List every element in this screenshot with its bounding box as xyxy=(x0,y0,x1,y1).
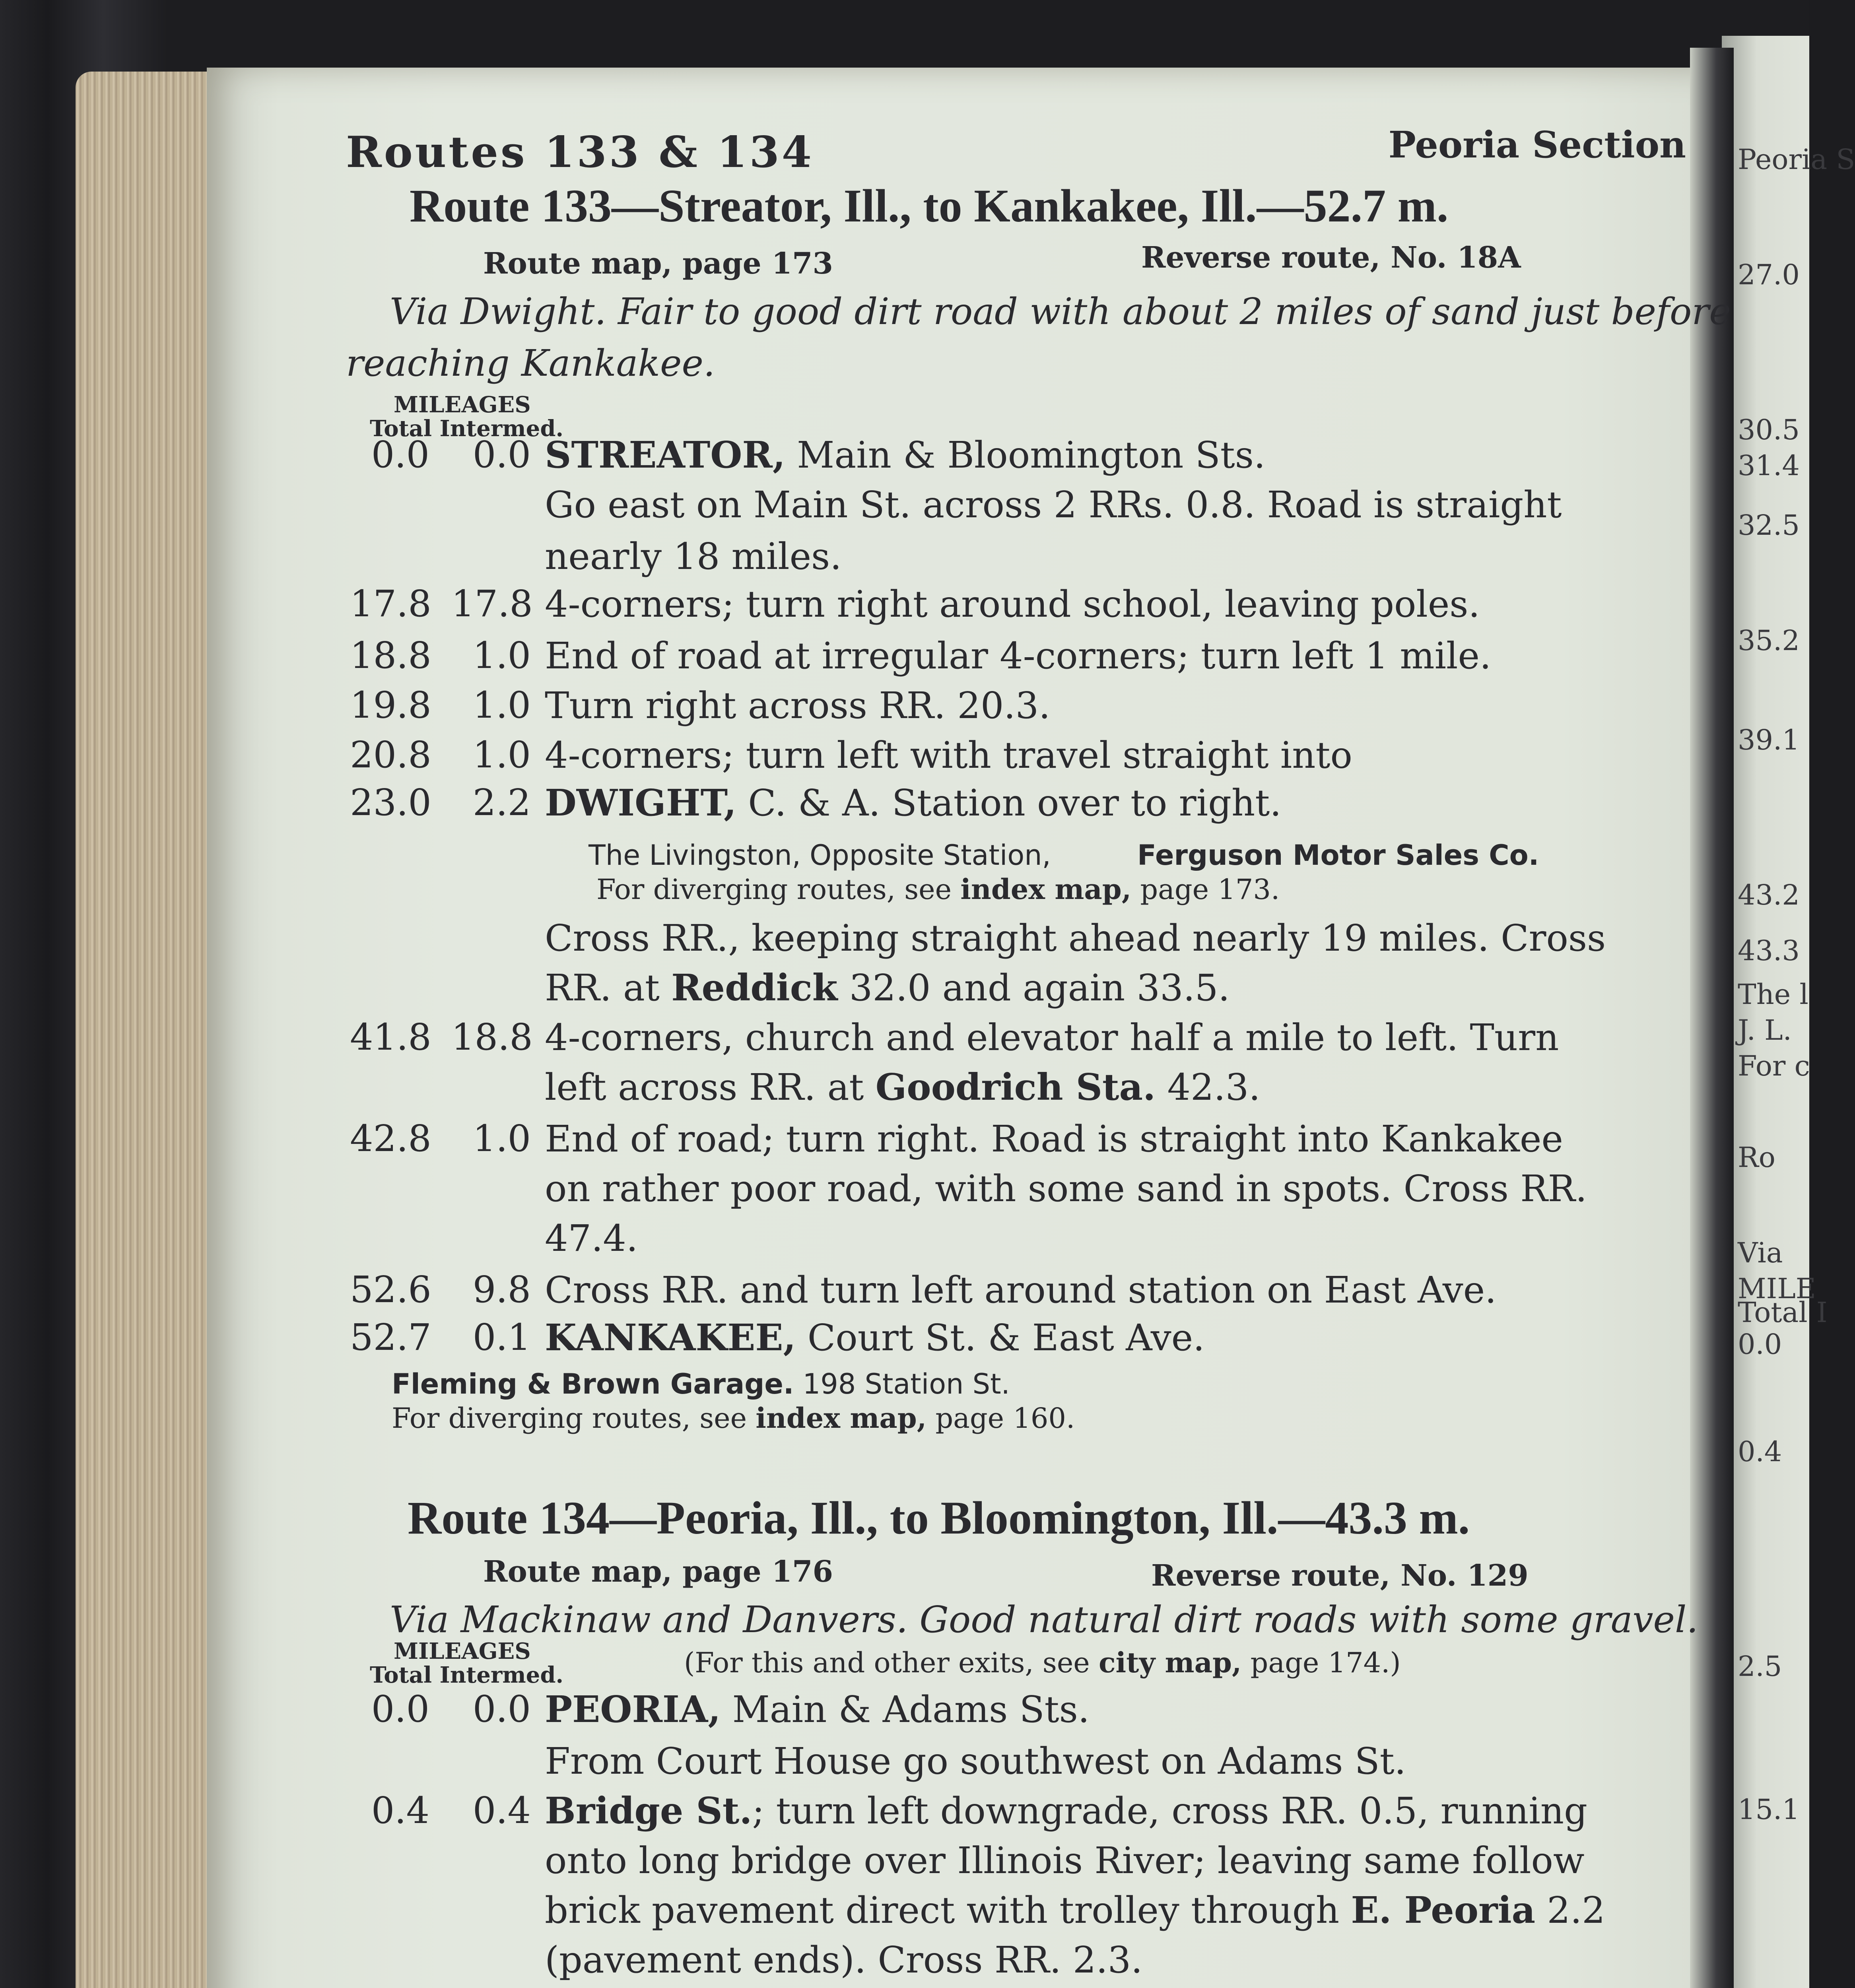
itinerary-text: RR. at xyxy=(545,967,672,1009)
mileage-intermediate: 1.0 xyxy=(472,1117,531,1160)
next-page-fragment: 32.5 xyxy=(1738,509,1800,542)
next-page-fragment: The l xyxy=(1738,978,1808,1011)
next-page-fragment: 43.3 xyxy=(1738,934,1800,967)
mileage-total: 0.4 xyxy=(371,1789,429,1832)
place-name: E. Peoria xyxy=(1351,1889,1536,1932)
route-134-exits-note: (For this and other exits, see city map, page 174.) xyxy=(684,1646,1401,1679)
next-page-fragment: 39.1 xyxy=(1738,724,1800,756)
mileage-total: 18.8 xyxy=(350,634,431,677)
itinerary-text: 32.0 and again 33.5. xyxy=(837,967,1230,1009)
next-page-fragment: 0.0 xyxy=(1738,1328,1782,1361)
itinerary-text: on rather poor road, with some sand in spots. Cross RR. xyxy=(545,1167,1587,1210)
kankakee-diverging: For diverging routes, see index map, page 160. xyxy=(392,1402,1075,1435)
itinerary-line xyxy=(545,734,1352,777)
mileages-heading-134: MILEAGES xyxy=(394,1638,531,1664)
mileage-intermediate: 1.0 xyxy=(472,684,531,726)
itinerary-line xyxy=(545,634,1491,677)
next-page-fragment: 15.1 xyxy=(1738,1793,1800,1826)
itinerary-line xyxy=(545,916,1606,959)
place-name: DWIGHT, xyxy=(545,781,737,824)
itinerary-line xyxy=(545,1938,1142,1981)
itinerary-line xyxy=(545,781,1281,824)
mileage-intermediate: 9.8 xyxy=(472,1268,531,1311)
dwight-diverging: For diverging routes, see index map, page 173. xyxy=(596,873,1280,906)
itinerary-line xyxy=(545,1889,1605,1932)
itinerary-text: C. & A. Station over to right. xyxy=(736,782,1282,824)
route-134-title: Route 134—Peoria, Ill., to Bloomington, Ill.—43.3 m. xyxy=(408,1492,1470,1544)
itinerary-text: nearly 18 miles. xyxy=(545,535,842,578)
route-134-reverse: Reverse route, No. 129 xyxy=(1151,1559,1529,1593)
itinerary-text: Go east on Main St. across 2 RRs. 0.8. Road is straight xyxy=(545,483,1562,526)
itinerary-line xyxy=(545,1217,638,1260)
next-page-fragment: 35.2 xyxy=(1738,624,1800,657)
mileage-total: 41.8 xyxy=(350,1016,431,1058)
mileage-total: 19.8 xyxy=(350,684,431,726)
itinerary-text: 4-corners; turn right around school, leaving poles. xyxy=(545,583,1480,625)
itinerary-text: End of road; turn right. Road is straight into Kankakee xyxy=(545,1118,1563,1160)
itinerary-text: Court St. & East Ave. xyxy=(796,1316,1205,1359)
itinerary-text: 47.4. xyxy=(545,1217,638,1260)
mileage-intermediate: 0.1 xyxy=(472,1316,531,1359)
next-page-fragment: Total I xyxy=(1738,1296,1828,1329)
itinerary-text: brick pavement direct with trolley through xyxy=(545,1889,1351,1932)
next-page-fragment: 30.5 xyxy=(1738,414,1800,446)
next-page-fragment: 43.2 xyxy=(1738,879,1800,911)
itinerary-text: Main & Adams Sts. xyxy=(721,1688,1090,1731)
mileage-total: 52.7 xyxy=(350,1316,431,1359)
place-name: STREATOR, xyxy=(545,433,785,476)
itinerary-line xyxy=(545,1839,1585,1882)
mileage-intermediate: 2.2 xyxy=(472,781,531,824)
next-page-fragment: Via xyxy=(1738,1237,1783,1269)
route-133-map-ref: Route map, page 173 xyxy=(483,247,833,281)
next-page-fragment: Peoria S xyxy=(1738,143,1855,176)
mileages-subheading: Total Intermed. xyxy=(370,415,563,442)
mileage-intermediate: 0.0 xyxy=(472,433,531,476)
itinerary-text: Cross RR., keeping straight ahead nearly 19 miles. Cross xyxy=(545,917,1606,959)
next-page-fragment: 27.0 xyxy=(1738,258,1800,291)
mileage-total: 23.0 xyxy=(350,781,431,824)
itinerary-line xyxy=(545,1268,1496,1311)
itinerary-text: 4-corners, church and elevator half a mile to left. Turn xyxy=(545,1016,1559,1059)
itinerary-line xyxy=(545,1789,1587,1832)
itinerary-text: 2.2 xyxy=(1535,1889,1605,1932)
itinerary-line xyxy=(545,1066,1261,1109)
mileage-intermediate: 17.8 xyxy=(451,582,533,625)
next-page-fragment: MILE xyxy=(1738,1272,1816,1305)
route-133-reverse: Reverse route, No. 18A xyxy=(1141,241,1521,275)
itinerary-text: Cross RR. and turn left around station on East Ave. xyxy=(545,1269,1497,1311)
itinerary-line xyxy=(545,1740,1406,1782)
itinerary-line xyxy=(545,483,1562,526)
itinerary-line xyxy=(545,1688,1090,1731)
itinerary-line xyxy=(545,433,1265,476)
next-page-fragment: 0.4 xyxy=(1738,1435,1782,1468)
mileages-subheading-134: Total Intermed. xyxy=(370,1662,563,1688)
dwight-ad-hotel: The Livingston, Opposite Station, xyxy=(589,839,1051,872)
itinerary-line xyxy=(545,1016,1559,1059)
next-page-fragment: Ro xyxy=(1738,1141,1775,1174)
mileage-total: 0.0 xyxy=(371,433,429,476)
mileage-total: 0.0 xyxy=(371,1688,429,1730)
mileage-intermediate: 1.0 xyxy=(472,634,531,677)
place-name: Reddick xyxy=(671,966,838,1009)
mileage-intermediate: 0.0 xyxy=(472,1688,531,1730)
itinerary-text: Main & Bloomington Sts. xyxy=(785,434,1266,476)
mileage-total: 20.8 xyxy=(350,734,431,776)
place-name: KANKAKEE, xyxy=(545,1316,796,1359)
mileage-total: 42.8 xyxy=(350,1117,431,1160)
mileages-heading: MILEAGES xyxy=(394,392,531,418)
itinerary-text: From Court House go southwest on Adams St. xyxy=(545,1740,1406,1782)
itinerary-text: 4-corners; turn left with travel straight into xyxy=(545,734,1352,777)
itinerary-line xyxy=(545,1167,1587,1210)
route-133-via-line-2: reaching Kankakee. xyxy=(346,342,715,384)
next-page-fragment: For c xyxy=(1738,1050,1810,1082)
route-133-title: Route 133—Streator, Ill., to Kankakee, Ill.—52.7 m. xyxy=(410,180,1449,232)
next-page-strip xyxy=(1722,36,1855,1988)
running-header-right: Peoria Section xyxy=(1388,123,1686,166)
page-gutter xyxy=(1690,48,1734,1988)
mileage-total: 52.6 xyxy=(350,1268,431,1311)
itinerary-text: Turn right across RR. 20.3. xyxy=(545,684,1051,727)
kankakee-ad: Fleming & Brown Garage. 198 Station St. xyxy=(392,1368,1010,1400)
running-header-left: Routes 133 & 134 xyxy=(346,127,814,177)
mileage-intermediate: 1.0 xyxy=(472,734,531,776)
next-page-fragment: 2.5 xyxy=(1738,1650,1782,1683)
itinerary-line xyxy=(545,966,1230,1009)
itinerary-text: 42.3. xyxy=(1156,1066,1261,1109)
next-page-fragment: 31.4 xyxy=(1738,449,1800,482)
mileage-total: 17.8 xyxy=(350,582,431,625)
itinerary-line xyxy=(545,1117,1563,1160)
mileage-intermediate: 18.8 xyxy=(451,1016,533,1058)
route-133-via-line-1: Via Dwight. Fair to good dirt road with about 2 miles of sand just before xyxy=(390,290,1731,333)
itinerary-text: left across RR. at xyxy=(545,1066,876,1109)
itinerary-line xyxy=(545,582,1480,625)
itinerary-line xyxy=(545,684,1050,727)
itinerary-text: End of road at irregular 4-corners; turn left 1 mile. xyxy=(545,635,1492,677)
itinerary-text: ; turn left downgrade, cross RR. 0.5, running xyxy=(752,1790,1587,1832)
place-name: Bridge St. xyxy=(545,1789,752,1832)
place-name: Goodrich Sta. xyxy=(875,1066,1156,1109)
next-page-fragment: J. L. xyxy=(1738,1014,1792,1046)
itinerary-text: onto long bridge over Illinois River; leaving same follow xyxy=(545,1839,1585,1882)
itinerary-line xyxy=(545,535,841,578)
mileage-intermediate: 0.4 xyxy=(472,1789,531,1832)
itinerary-text: (pavement ends). Cross RR. 2.3. xyxy=(545,1939,1143,1981)
place-name: PEORIA, xyxy=(545,1688,721,1731)
dwight-ad-garage: Ferguson Motor Sales Co. xyxy=(1137,839,1539,872)
route-134-via: Via Mackinaw and Danvers. Good natural dirt roads with some gravel. xyxy=(390,1598,1698,1641)
route-134-map-ref: Route map, page 176 xyxy=(483,1555,833,1589)
itinerary-line xyxy=(545,1316,1204,1359)
